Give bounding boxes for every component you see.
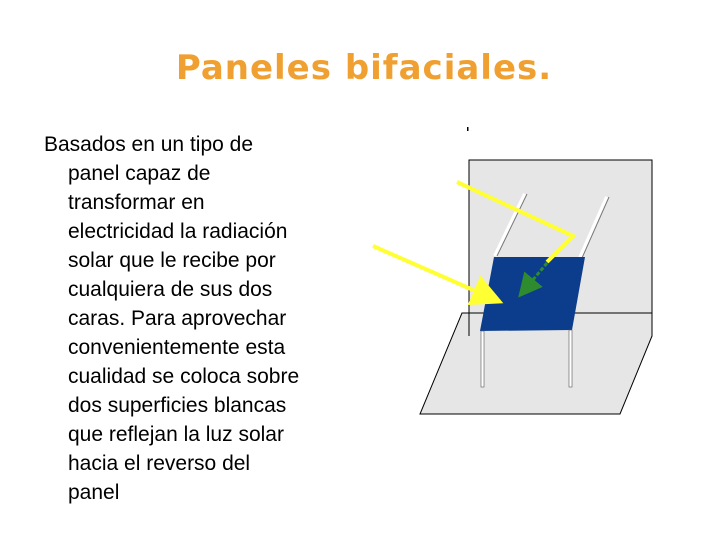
body-line: Basados en un tipo de bbox=[44, 133, 253, 156]
body-line: cualquiera de sus dos bbox=[68, 278, 273, 301]
bifacial-panel bbox=[480, 257, 585, 331]
front-leg-right bbox=[569, 330, 572, 387]
body-line: cualidad se coloca sobre bbox=[68, 365, 300, 388]
body-text bbox=[44, 130, 364, 504]
body-line: panel capaz de bbox=[68, 162, 211, 185]
body-line: convenientemente esta bbox=[68, 336, 286, 359]
body-line: caras. Para aprovechar bbox=[68, 307, 287, 330]
front-leg-left bbox=[481, 331, 484, 387]
body-line: electricidad la radiación bbox=[68, 220, 288, 243]
body-line: dos superficies blancas bbox=[68, 394, 287, 417]
stray-dot bbox=[467, 127, 469, 131]
body-line: transformar en bbox=[68, 191, 205, 214]
bifacial-panel-figure bbox=[360, 120, 670, 430]
slide-title: Paneles bifaciales. bbox=[175, 48, 553, 88]
body-line: panel bbox=[68, 481, 120, 504]
body-line: que reflejan la luz solar bbox=[68, 423, 284, 446]
body-line: solar que le recibe por bbox=[68, 249, 276, 272]
body-line: hacia el reverso del bbox=[68, 452, 251, 475]
